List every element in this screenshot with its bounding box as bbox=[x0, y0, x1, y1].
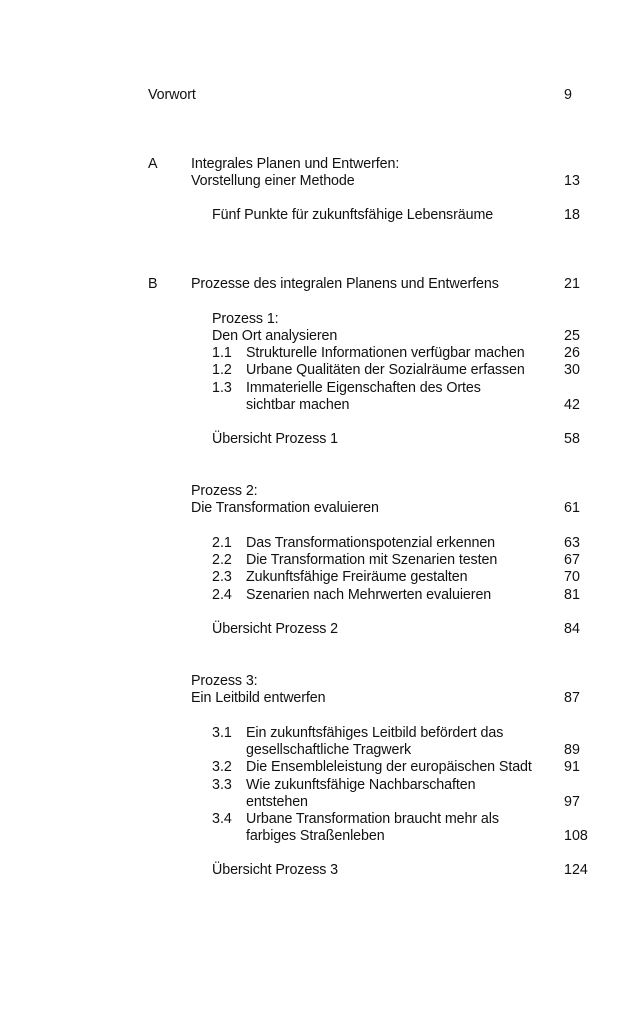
toc-item-title: Urbane Qualitäten der Sozialräume erfassen bbox=[246, 362, 525, 378]
toc-item-page: 70 bbox=[564, 569, 580, 585]
prozess1-overview-title: Übersicht Prozess 1 bbox=[212, 431, 339, 447]
toc-item-number: 2.2 bbox=[212, 552, 232, 568]
toc-item-number: 2.4 bbox=[212, 587, 232, 603]
toc-item-title-line2: entstehen bbox=[246, 794, 308, 810]
toc-item-page: 89 bbox=[564, 742, 580, 758]
prozess2-title-line2: Die Transformation evaluieren bbox=[191, 500, 379, 516]
toc-item-number: 1.2 bbox=[212, 362, 232, 378]
section-a-title-line2: Vorstellung einer Methode bbox=[191, 173, 355, 189]
toc-item-title-line2: sichtbar machen bbox=[246, 397, 350, 413]
toc-item-number: 2.1 bbox=[212, 535, 232, 551]
section-a-title-line1: Integrales Planen und Entwerfen: bbox=[191, 156, 400, 172]
toc-item-number: 3.3 bbox=[212, 777, 232, 793]
toc-item-number: 2.3 bbox=[212, 569, 232, 585]
prozess3-page: 87 bbox=[564, 690, 580, 706]
section-b-title: Prozesse des integralen Planens und Entwerfens bbox=[191, 276, 499, 292]
toc-item-number: 3.2 bbox=[212, 759, 232, 775]
toc-item-title: Zukunftsfähige Freiräume gestalten bbox=[246, 569, 468, 585]
toc-item-page: 63 bbox=[564, 535, 580, 551]
toc-item-page: 91 bbox=[564, 759, 580, 775]
prozess2-title-line1: Prozess 2: bbox=[191, 483, 258, 499]
prozess2-overview-title: Übersicht Prozess 2 bbox=[212, 621, 339, 637]
toc-item-page: 97 bbox=[564, 794, 580, 810]
toc-item-title: Strukturelle Informationen verfügbar machen bbox=[246, 345, 525, 361]
prozess1-title-line1: Prozess 1: bbox=[212, 311, 279, 327]
prozess2-page: 61 bbox=[564, 500, 580, 516]
toc-item-number: 3.1 bbox=[212, 725, 232, 741]
toc-item-page: 81 bbox=[564, 587, 580, 603]
section-a-sub-page: 18 bbox=[564, 207, 580, 223]
toc-item-page: 30 bbox=[564, 362, 580, 378]
prozess3-overview-page: 124 bbox=[564, 862, 588, 878]
prozess1-overview-page: 58 bbox=[564, 431, 580, 447]
toc-item-title-line1: Ein zukunftsfähiges Leitbild befördert das bbox=[246, 725, 504, 741]
toc-item-page: 26 bbox=[564, 345, 580, 361]
toc-item-title: Die Transformation mit Szenarien testen bbox=[246, 552, 498, 568]
toc-item-title-line2: farbiges Straßenleben bbox=[246, 828, 385, 844]
prozess3-title-line2: Ein Leitbild entwerfen bbox=[191, 690, 326, 706]
toc-item-title: Die Ensembleleistung der europäischen Stadt bbox=[246, 759, 532, 775]
toc-item-number: 3.4 bbox=[212, 811, 232, 827]
prozess1-title-line2: Den Ort analysieren bbox=[212, 328, 338, 344]
prozess1-page: 25 bbox=[564, 328, 580, 344]
toc-item-number: 1.3 bbox=[212, 380, 232, 396]
toc-item-title: Szenarien nach Mehrwerten evaluieren bbox=[246, 587, 492, 603]
section-b-page: 21 bbox=[564, 276, 580, 292]
section-a-page: 13 bbox=[564, 173, 580, 189]
toc-item-page: 108 bbox=[564, 828, 588, 844]
toc-item-title-line1: Wie zukunftsfähige Nachbarschaften bbox=[246, 777, 476, 793]
toc-item-title: Das Transformationspotenzial erkennen bbox=[246, 535, 496, 551]
prozess3-title-line1: Prozess 3: bbox=[191, 673, 258, 689]
toc-vorwort-page: 9 bbox=[564, 87, 572, 103]
toc-item-title-line1: Urbane Transformation braucht mehr als bbox=[246, 811, 499, 827]
toc-item-page: 67 bbox=[564, 552, 580, 568]
prozess3-overview-title: Übersicht Prozess 3 bbox=[212, 862, 339, 878]
toc-item-title-line2: gesellschaftliche Tragwerk bbox=[246, 742, 412, 758]
toc-vorwort-title: Vorwort bbox=[148, 87, 196, 103]
section-b-letter: B bbox=[148, 276, 158, 292]
toc-item-page: 42 bbox=[564, 397, 580, 413]
prozess2-overview-page: 84 bbox=[564, 621, 580, 637]
toc-item-number: 1.1 bbox=[212, 345, 232, 361]
section-a-letter: A bbox=[148, 156, 158, 172]
section-a-sub-title: Fünf Punkte für zukunftsfähige Lebensräume bbox=[212, 207, 494, 223]
toc-item-title-line1: Immaterielle Eigenschaften des Ortes bbox=[246, 380, 481, 396]
